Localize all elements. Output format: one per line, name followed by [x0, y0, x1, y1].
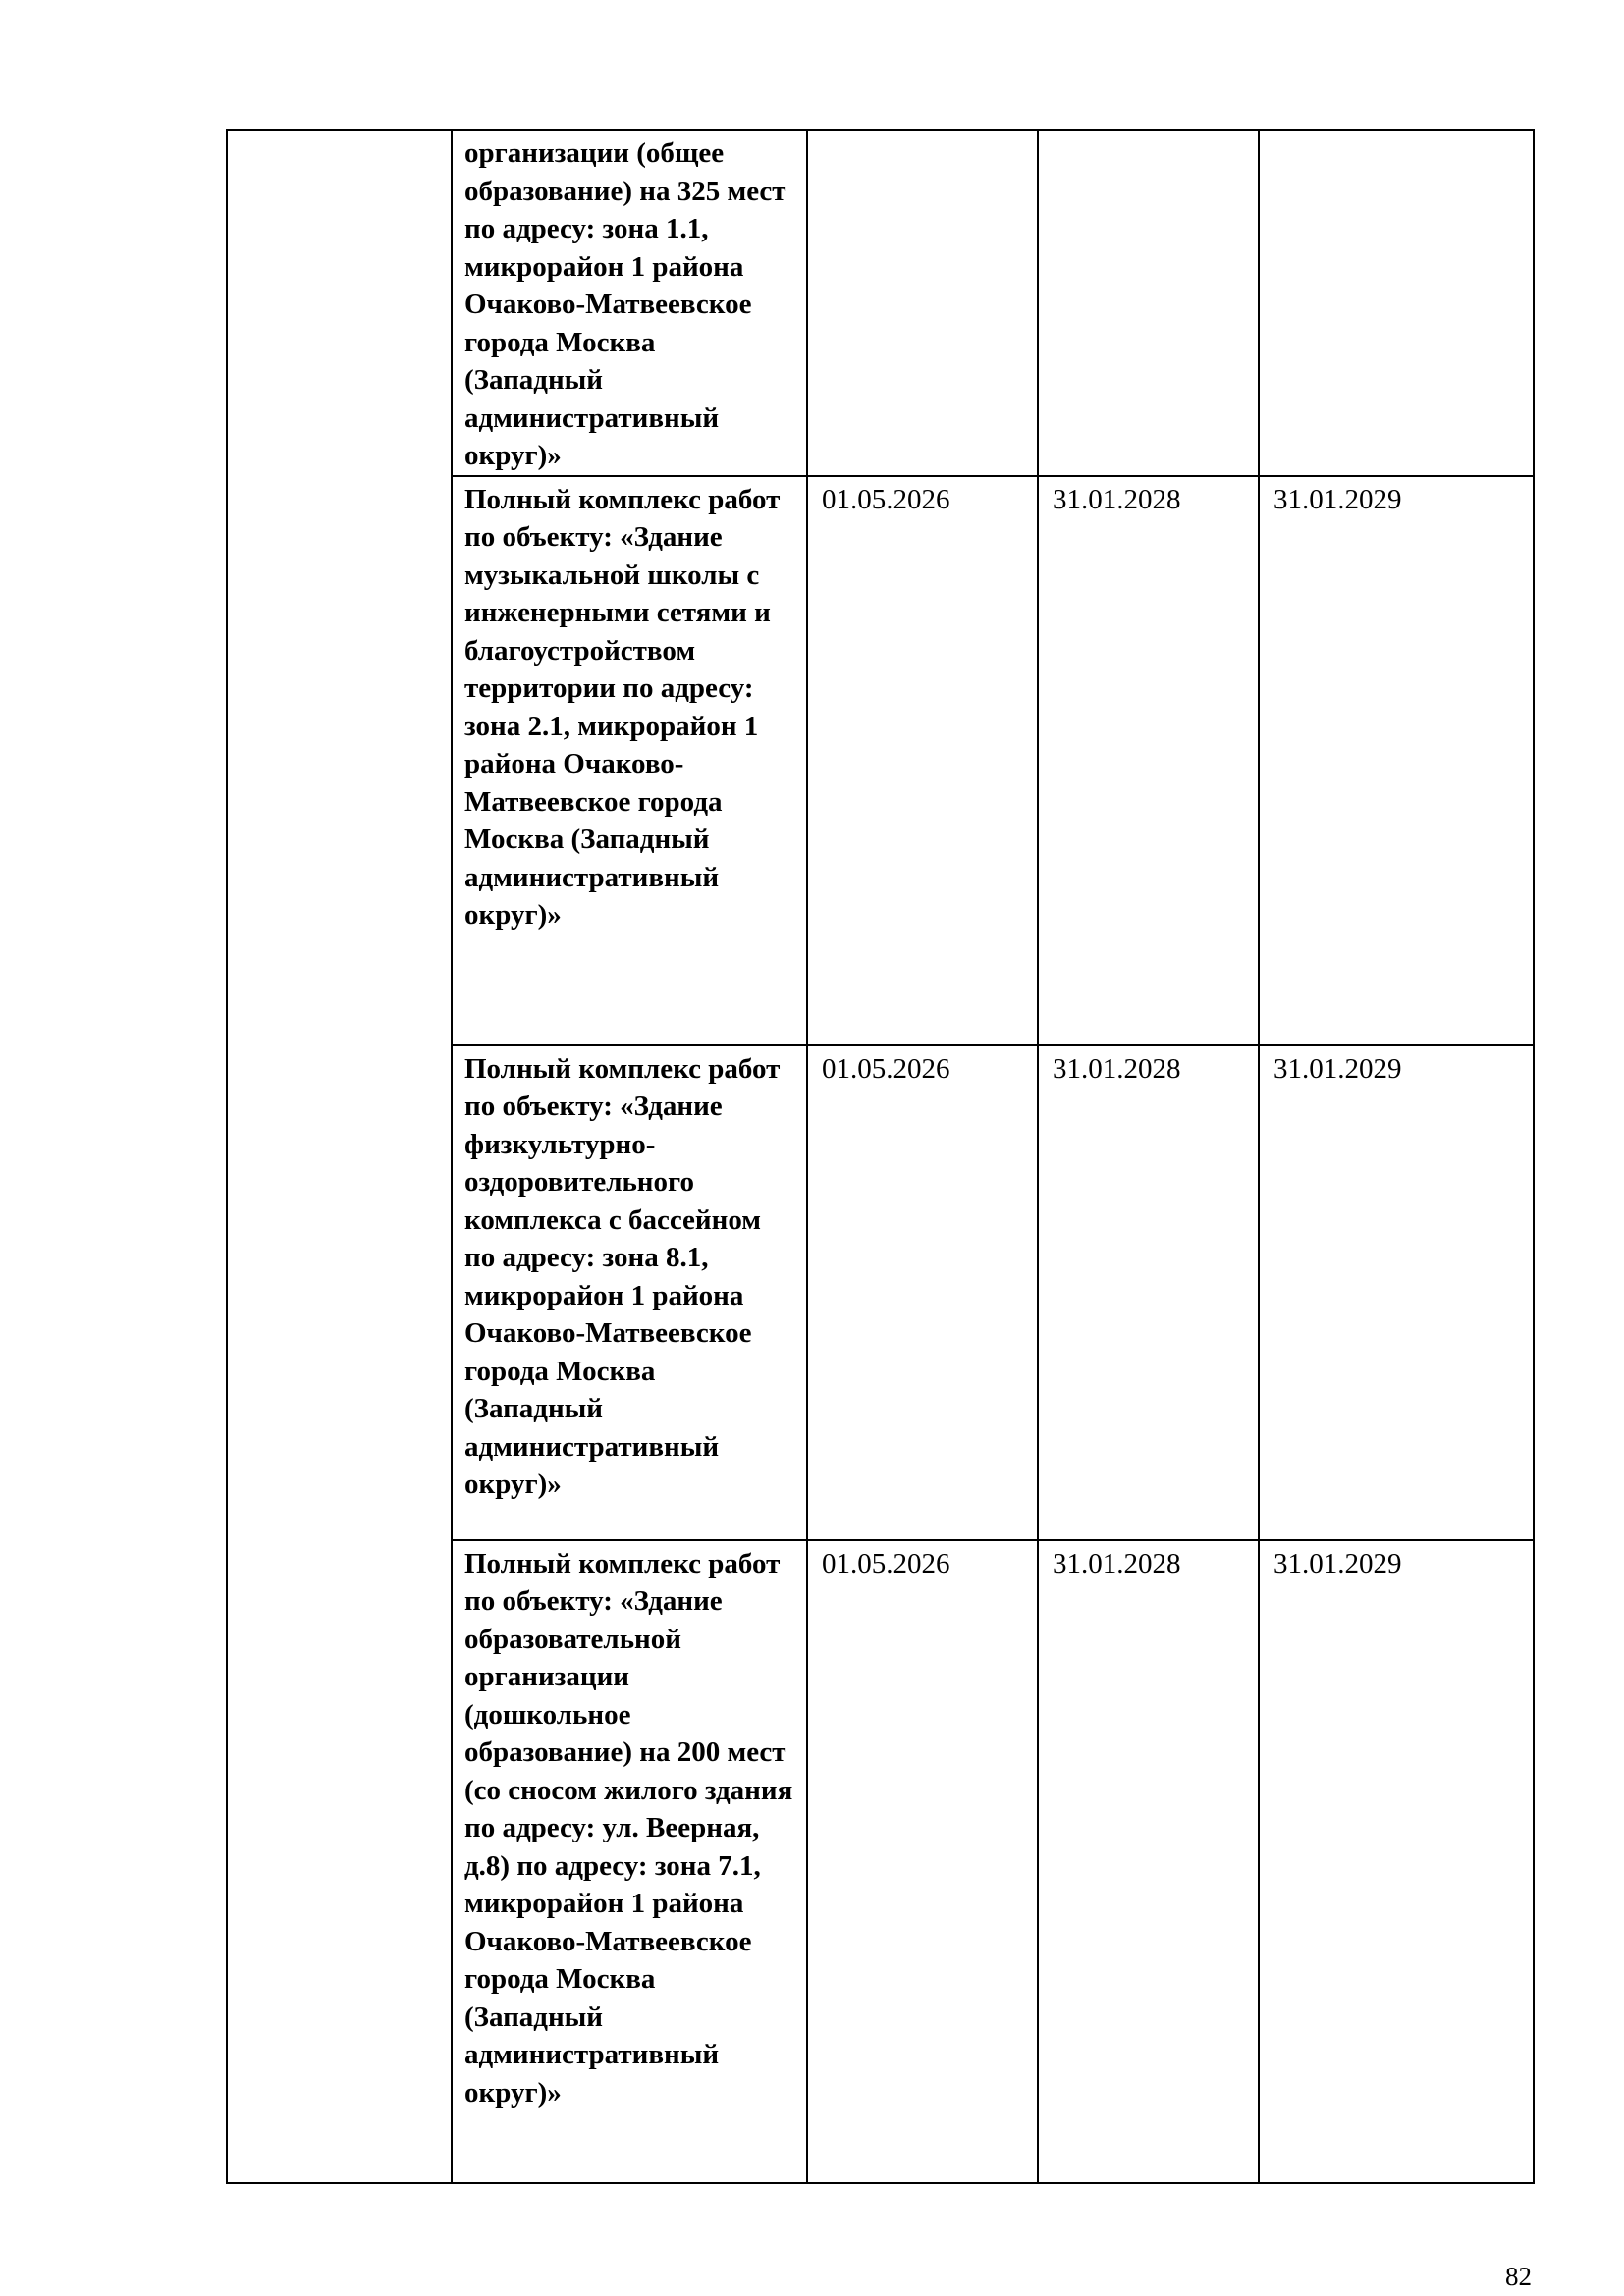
date-start-cell: 01.05.2026	[807, 1540, 1038, 2183]
date-start-cell	[807, 130, 1038, 476]
works-schedule-table	[226, 129, 1535, 2184]
date-end-cell	[1038, 130, 1259, 476]
date-final-cell: 31.01.2029	[1259, 1540, 1534, 2183]
date-end-cell: 31.01.2028	[1038, 1045, 1259, 1540]
date-start-cell: 01.05.2026	[807, 476, 1038, 1045]
date-final-cell: 31.01.2029	[1259, 1045, 1534, 1540]
date-end-cell: 31.01.2028	[1038, 1540, 1259, 2183]
object-description-cell: Полный комплекс работ по объекту: «Здание физкультурно-оздоровительного комплекса с бассейном по адресу: зона 8.1, микрорайон 1 района Очаково-Матвеевское города Москва (Западный административный округ)»	[452, 1045, 807, 1540]
merged-first-column-cell	[227, 130, 452, 2183]
page-number: 82	[1505, 2262, 1532, 2291]
date-start-cell: 01.05.2026	[807, 1045, 1038, 1540]
object-description-cell: организации (общее образование) на 325 мест по адресу: зона 1.1, микрорайон 1 района Очаково-Матвеевское города Москва (Западный административный округ)»	[452, 130, 807, 476]
date-final-cell: 31.01.2029	[1259, 476, 1534, 1045]
object-description-cell: Полный комплекс работ по объекту: «Здание образовательной организации (дошкольное образование) на 200 мест (со сносом жилого здания по адресу: ул. Веерная, д.8) по адресу: зона 7.1, микрорайон 1 района Очаково-Матвеевское города Москва (Западный административный округ)»	[452, 1540, 807, 2183]
date-end-cell: 31.01.2028	[1038, 476, 1259, 1045]
table-row	[227, 130, 1534, 476]
object-description-cell: Полный комплекс работ по объекту: «Здание музыкальной школы с инженерными сетями и благоустройством территории по адресу: зона 2.1, микрорайон 1 района Очаково-Матвеевское города Москва (Западный административный округ)»	[452, 476, 807, 1045]
date-final-cell	[1259, 130, 1534, 476]
